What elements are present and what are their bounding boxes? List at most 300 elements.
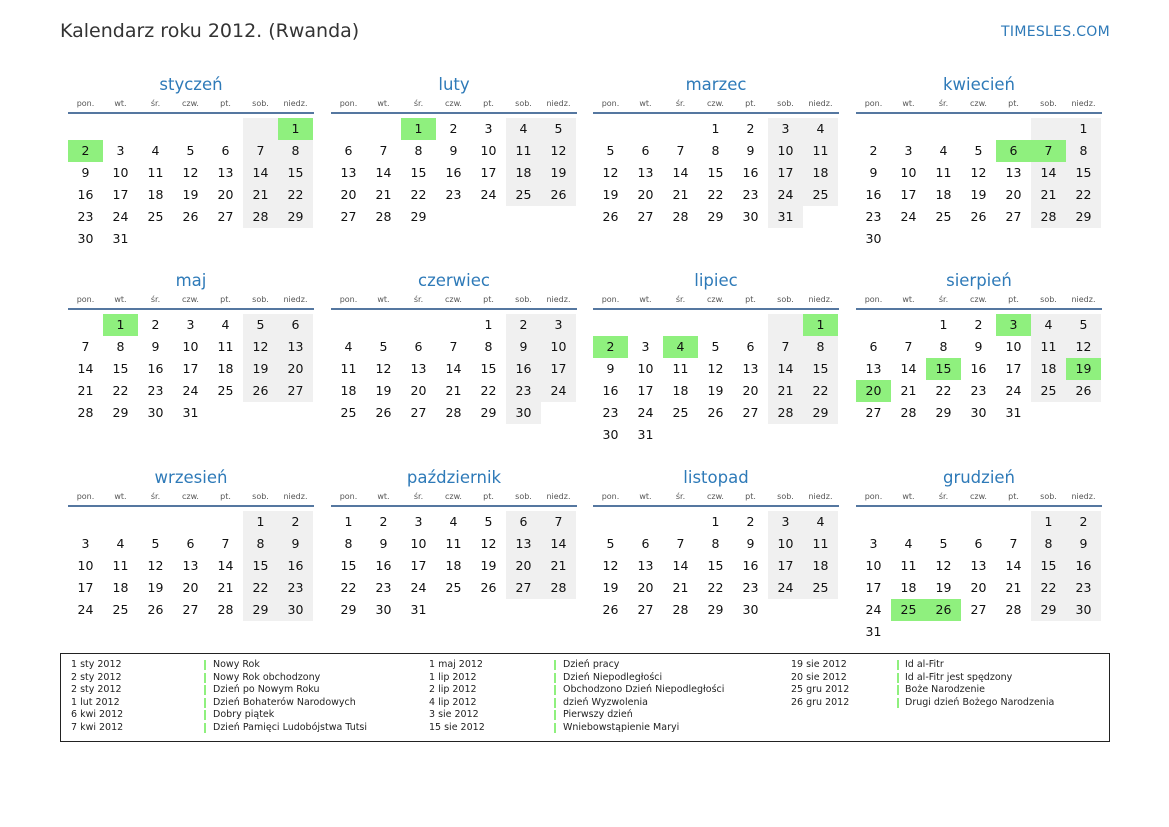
month-name: maj — [175, 271, 207, 290]
day-cell: 20 — [742, 383, 759, 398]
month-name: wrzesień — [154, 468, 228, 487]
empty-cell — [138, 228, 173, 250]
day-cell: 30 — [970, 405, 987, 420]
legend-column — [429, 659, 769, 735]
day-cell: 16 — [445, 165, 462, 180]
day-cell: 3 — [641, 339, 650, 354]
day-cell: 9 — [449, 143, 458, 158]
empty-cell — [68, 314, 103, 336]
day-cell: 19 — [935, 580, 952, 595]
day-cell: 7 — [676, 536, 685, 551]
day-cell: 24 — [112, 209, 129, 224]
day-cell: 23 — [278, 577, 313, 599]
day-cell: 6 — [414, 339, 423, 354]
weekday-label: sob. — [777, 492, 794, 501]
legend-column — [791, 659, 1131, 709]
day-cell: 10 — [900, 165, 917, 180]
empty-cell — [996, 228, 1031, 250]
day-cell: 9 — [746, 143, 755, 158]
day-cell: 22 — [410, 187, 427, 202]
day-cell: 6 — [506, 511, 541, 533]
week-row — [856, 206, 1102, 228]
day-cell: 13 — [1005, 165, 1022, 180]
legend-row — [429, 672, 769, 685]
day-cell: 14 — [77, 361, 94, 376]
day-cell: 13 — [742, 361, 759, 376]
day-cell: 14 — [217, 558, 234, 573]
day-cell: 18 — [900, 580, 917, 595]
day-cell: 2 — [151, 317, 160, 332]
legend-row — [71, 697, 411, 710]
weekday-label: pt. — [483, 492, 494, 501]
day-cell: 17 — [637, 383, 654, 398]
holiday-day: 2 — [68, 140, 103, 162]
day-cell: 24 — [541, 380, 576, 402]
day-cell: 24 — [1005, 383, 1022, 398]
day-cell: 15 — [340, 558, 357, 573]
day-cell: 10 — [768, 533, 803, 555]
holiday-marker — [897, 698, 899, 708]
day-cell: 17 — [77, 580, 94, 595]
weekday-label: czw. — [445, 492, 462, 501]
day-cell: 16 — [375, 558, 392, 573]
day-cell: 3 — [414, 514, 423, 529]
day-cell: 23 — [742, 580, 759, 595]
day-cell: 11 — [803, 533, 838, 555]
week-row — [68, 184, 314, 206]
week-row — [331, 358, 577, 380]
weekday-label: wt. — [639, 295, 652, 304]
month-2 — [331, 74, 577, 228]
holiday-date: 7 kwi 2012 — [71, 721, 124, 733]
day-cell: 17 — [480, 165, 497, 180]
empty-cell — [926, 228, 961, 250]
day-cell: 20 — [637, 187, 654, 202]
day-cell: 13 — [182, 558, 199, 573]
day-cell: 14 — [541, 533, 576, 555]
empty-cell — [961, 228, 996, 250]
day-cell: 19 — [480, 558, 497, 573]
holiday-day: 19 — [1066, 358, 1101, 380]
month-1 — [68, 74, 314, 250]
day-cell: 21 — [1005, 580, 1022, 595]
week-row — [856, 380, 1102, 402]
week-row — [593, 511, 839, 533]
day-cell: 31 — [865, 624, 882, 639]
day-cell: 16 — [77, 187, 94, 202]
holiday-day: 4 — [663, 336, 698, 358]
day-cell: 27 — [742, 405, 759, 420]
empty-cell — [698, 424, 733, 446]
weekday-label: czw. — [445, 99, 462, 108]
empty-cell — [628, 511, 663, 533]
day-cell: 9 — [746, 536, 755, 551]
day-cell: 15 — [1066, 162, 1101, 184]
week-row — [68, 314, 314, 336]
day-cell: 17 — [768, 555, 803, 577]
weekday-label: czw. — [970, 295, 987, 304]
day-cell: 11 — [900, 558, 917, 573]
day-cell: 15 — [410, 165, 427, 180]
weekday-label: niedz. — [546, 295, 571, 304]
day-cell: 12 — [1066, 336, 1101, 358]
day-cell: 30 — [375, 602, 392, 617]
day-cell: 29 — [707, 209, 724, 224]
month-name: sierpień — [946, 271, 1012, 290]
weekday-label: sob. — [1040, 295, 1057, 304]
weekday-label: pon. — [76, 295, 95, 304]
day-cell: 26 — [1066, 380, 1101, 402]
brand-link[interactable]: TIMESLES.COM — [1001, 24, 1110, 40]
weekday-label: czw. — [707, 295, 724, 304]
holiday-marker — [554, 710, 556, 720]
month-name: październik — [406, 468, 502, 487]
week-row — [331, 336, 577, 358]
week-row — [331, 599, 577, 621]
weekday-label: pt. — [220, 492, 231, 501]
day-cell: 5 — [606, 536, 615, 551]
day-cell: 13 — [637, 165, 654, 180]
day-cell: 12 — [182, 165, 199, 180]
day-cell: 27 — [865, 405, 882, 420]
day-cell: 23 — [602, 405, 619, 420]
weekday-label: śr. — [675, 99, 686, 108]
empty-cell — [506, 599, 541, 621]
holiday-name: Id al-Fitr — [905, 659, 944, 670]
day-cell: 4 — [904, 536, 913, 551]
day-cell: 3 — [768, 511, 803, 533]
day-cell: 11 — [1031, 336, 1066, 358]
month-name: luty — [438, 75, 470, 94]
day-cell: 3 — [869, 536, 878, 551]
week-row — [856, 599, 1102, 621]
holiday-date: 2 sty 2012 — [71, 684, 122, 696]
day-cell: 6 — [641, 143, 650, 158]
empty-cell — [331, 118, 366, 140]
weekday-label: śr. — [150, 295, 161, 304]
weekday-label: wt. — [902, 492, 915, 501]
weekday-label: niedz. — [1071, 295, 1096, 304]
day-cell: 27 — [410, 405, 427, 420]
weekday-label: pt. — [745, 99, 756, 108]
week-row — [593, 599, 839, 621]
day-cell: 8 — [484, 339, 493, 354]
day-cell: 19 — [602, 187, 619, 202]
month-name: grudzień — [942, 468, 1016, 487]
empty-cell — [471, 206, 506, 228]
day-cell: 8 — [243, 533, 278, 555]
day-cell: 15 — [707, 558, 724, 573]
day-cell: 28 — [768, 402, 803, 424]
empty-cell — [243, 228, 278, 250]
weekday-label: niedz. — [808, 99, 833, 108]
day-cell: 30 — [1066, 599, 1101, 621]
weekday-label: niedz. — [808, 492, 833, 501]
day-cell: 31 — [182, 405, 199, 420]
day-cell: 26 — [707, 405, 724, 420]
day-cell: 27 — [637, 602, 654, 617]
day-cell: 25 — [112, 602, 129, 617]
empty-cell — [138, 511, 173, 533]
holiday-marker — [204, 698, 206, 708]
day-cell: 20 — [217, 187, 234, 202]
week-row — [68, 599, 314, 621]
day-cell: 26 — [480, 580, 497, 595]
day-cell: 28 — [217, 602, 234, 617]
day-cell: 28 — [672, 209, 689, 224]
week-row — [331, 380, 577, 402]
day-cell: 5 — [711, 339, 720, 354]
empty-cell — [1066, 621, 1101, 643]
day-cell: 3 — [768, 118, 803, 140]
day-cell: 15 — [278, 162, 313, 184]
weekday-label: czw. — [445, 295, 462, 304]
day-cell: 14 — [445, 361, 462, 376]
weekday-label: śr. — [938, 99, 949, 108]
holiday-name: Obchodzono Dzień Niepodległości — [563, 684, 725, 696]
day-cell: 5 — [1066, 314, 1101, 336]
week-row — [331, 162, 577, 184]
weekday-label: wt. — [902, 295, 915, 304]
weekday-label: niedz. — [546, 99, 571, 108]
empty-cell — [891, 621, 926, 643]
day-cell: 23 — [865, 209, 882, 224]
week-row — [331, 555, 577, 577]
day-cell: 27 — [637, 209, 654, 224]
weekday-label: śr. — [150, 492, 161, 501]
day-cell: 18 — [147, 187, 164, 202]
day-cell: 8 — [711, 536, 720, 551]
weekday-label: pt. — [1008, 295, 1019, 304]
holiday-day: 1 — [803, 314, 838, 336]
weekday-label: pon. — [76, 492, 95, 501]
day-cell: 16 — [742, 558, 759, 573]
legend-row — [791, 672, 1131, 685]
day-cell: 11 — [112, 558, 129, 573]
weekday-label: pt. — [745, 492, 756, 501]
day-cell: 17 — [112, 187, 129, 202]
day-cell: 13 — [217, 165, 234, 180]
empty-cell — [103, 511, 138, 533]
holiday-name: Nowy Rok obchodzony — [213, 671, 321, 683]
day-cell: 31 — [1005, 405, 1022, 420]
empty-cell — [593, 118, 628, 140]
day-cell: 9 — [379, 536, 388, 551]
day-cell: 2 — [379, 514, 388, 529]
day-cell: 21 — [768, 380, 803, 402]
day-cell: 18 — [445, 558, 462, 573]
week-row — [68, 206, 314, 228]
day-cell: 25 — [1031, 380, 1066, 402]
day-cell: 28 — [445, 405, 462, 420]
day-cell: 22 — [935, 383, 952, 398]
day-cell: 4 — [506, 118, 541, 140]
day-cell: 25 — [803, 577, 838, 599]
weekday-label: niedz. — [808, 295, 833, 304]
week-row — [593, 140, 839, 162]
empty-cell — [366, 314, 401, 336]
day-cell: 23 — [970, 383, 987, 398]
day-cell: 23 — [147, 383, 164, 398]
day-cell: 25 — [935, 209, 952, 224]
day-cell: 26 — [541, 184, 576, 206]
day-cell: 12 — [970, 165, 987, 180]
holiday-day: 2 — [593, 336, 628, 358]
day-cell: 14 — [900, 361, 917, 376]
day-cell: 3 — [116, 143, 125, 158]
day-cell: 12 — [243, 336, 278, 358]
day-cell: 18 — [803, 555, 838, 577]
empty-cell — [436, 206, 471, 228]
day-cell: 21 — [672, 187, 689, 202]
weekday-label: śr. — [938, 295, 949, 304]
empty-cell — [506, 206, 541, 228]
day-cell: 24 — [865, 602, 882, 617]
week-row — [331, 184, 577, 206]
week-row — [593, 162, 839, 184]
day-cell: 22 — [480, 383, 497, 398]
empty-cell — [996, 511, 1031, 533]
holiday-date: 15 sie 2012 — [429, 721, 485, 733]
weekday-label: czw. — [970, 492, 987, 501]
holiday-date: 26 gru 2012 — [791, 696, 850, 708]
day-cell: 19 — [375, 383, 392, 398]
day-cell: 14 — [243, 162, 278, 184]
weekday-label: śr. — [413, 295, 424, 304]
day-cell: 10 — [410, 536, 427, 551]
day-cell: 4 — [939, 143, 948, 158]
week-row — [593, 336, 839, 358]
day-cell: 17 — [900, 187, 917, 202]
day-cell: 2 — [746, 514, 755, 529]
holiday-name: Dobry piątek — [213, 709, 275, 721]
day-cell: 9 — [974, 339, 983, 354]
empty-cell — [733, 424, 768, 446]
day-cell: 6 — [746, 339, 755, 354]
day-cell: 14 — [1031, 162, 1066, 184]
day-cell: 25 — [506, 184, 541, 206]
empty-cell — [243, 402, 278, 424]
week-row — [856, 621, 1102, 643]
month-name: czerwiec — [418, 271, 490, 290]
day-cell: 8 — [278, 140, 313, 162]
weekday-header — [331, 491, 577, 507]
empty-cell — [278, 402, 313, 424]
holiday-date: 1 lut 2012 — [71, 696, 120, 708]
day-cell: 27 — [278, 380, 313, 402]
day-cell: 6 — [186, 536, 195, 551]
day-cell: 14 — [672, 165, 689, 180]
day-cell: 10 — [77, 558, 94, 573]
day-cell: 28 — [900, 405, 917, 420]
weekday-label: niedz. — [283, 99, 308, 108]
day-cell: 11 — [803, 140, 838, 162]
empty-cell — [961, 621, 996, 643]
day-cell: 6 — [869, 339, 878, 354]
day-cell: 18 — [1031, 358, 1066, 380]
day-cell: 3 — [186, 317, 195, 332]
weekday-header — [68, 98, 314, 114]
holiday-marker — [554, 660, 556, 670]
empty-cell — [68, 118, 103, 140]
legend-row — [71, 672, 411, 685]
day-cell: 21 — [375, 187, 392, 202]
day-cell: 7 — [221, 536, 230, 551]
empty-cell — [926, 621, 961, 643]
day-cell: 23 — [742, 187, 759, 202]
month-11 — [593, 467, 839, 621]
holiday-date: 6 kwi 2012 — [71, 709, 124, 721]
empty-cell — [996, 118, 1031, 140]
day-cell: 9 — [506, 336, 541, 358]
day-cell: 11 — [217, 339, 234, 354]
week-row — [68, 533, 314, 555]
empty-cell — [803, 206, 838, 228]
weekday-label: pt. — [1008, 492, 1019, 501]
week-row — [593, 380, 839, 402]
empty-cell — [243, 118, 278, 140]
day-cell: 17 — [182, 361, 199, 376]
weekday-label: pt. — [483, 295, 494, 304]
holiday-day: 1 — [103, 314, 138, 336]
day-cell: 2 — [1066, 511, 1101, 533]
day-cell: 26 — [602, 602, 619, 617]
weekday-label: niedz. — [1071, 492, 1096, 501]
holiday-name: Dzień Pamięci Ludobójstwa Tutsi — [213, 721, 368, 733]
day-cell: 25 — [217, 383, 234, 398]
day-cell: 11 — [340, 361, 357, 376]
empty-cell — [1031, 228, 1066, 250]
day-cell: 4 — [151, 143, 160, 158]
holiday-name: Dzień Bohaterów Narodowych — [213, 696, 356, 708]
day-cell: 21 — [672, 580, 689, 595]
day-cell: 17 — [768, 162, 803, 184]
day-cell: 4 — [803, 118, 838, 140]
empty-cell — [173, 118, 208, 140]
day-cell: 7 — [243, 140, 278, 162]
week-row — [68, 358, 314, 380]
day-cell: 19 — [541, 162, 576, 184]
day-cell: 6 — [344, 143, 353, 158]
day-cell: 19 — [970, 187, 987, 202]
empty-cell — [856, 118, 891, 140]
empty-cell — [856, 511, 891, 533]
day-cell: 12 — [541, 140, 576, 162]
week-row — [856, 533, 1102, 555]
legend-column — [71, 659, 411, 735]
day-cell: 7 — [1009, 536, 1018, 551]
month-5 — [68, 270, 314, 424]
holiday-marker — [554, 673, 556, 683]
holiday-marker — [897, 673, 899, 683]
day-cell: 4 — [221, 317, 230, 332]
month-9 — [68, 467, 314, 621]
day-cell: 7 — [379, 143, 388, 158]
day-cell: 28 — [1031, 206, 1066, 228]
day-cell: 16 — [278, 555, 313, 577]
legend-row — [429, 709, 769, 722]
empty-cell — [891, 118, 926, 140]
day-cell: 6 — [278, 314, 313, 336]
day-cell: 30 — [77, 231, 94, 246]
weekday-label: pon. — [864, 492, 883, 501]
day-cell: 7 — [449, 339, 458, 354]
day-cell: 22 — [1031, 577, 1066, 599]
weekday-label: sob. — [252, 295, 269, 304]
week-row — [68, 380, 314, 402]
day-cell: 5 — [484, 514, 493, 529]
day-cell: 15 — [112, 361, 129, 376]
